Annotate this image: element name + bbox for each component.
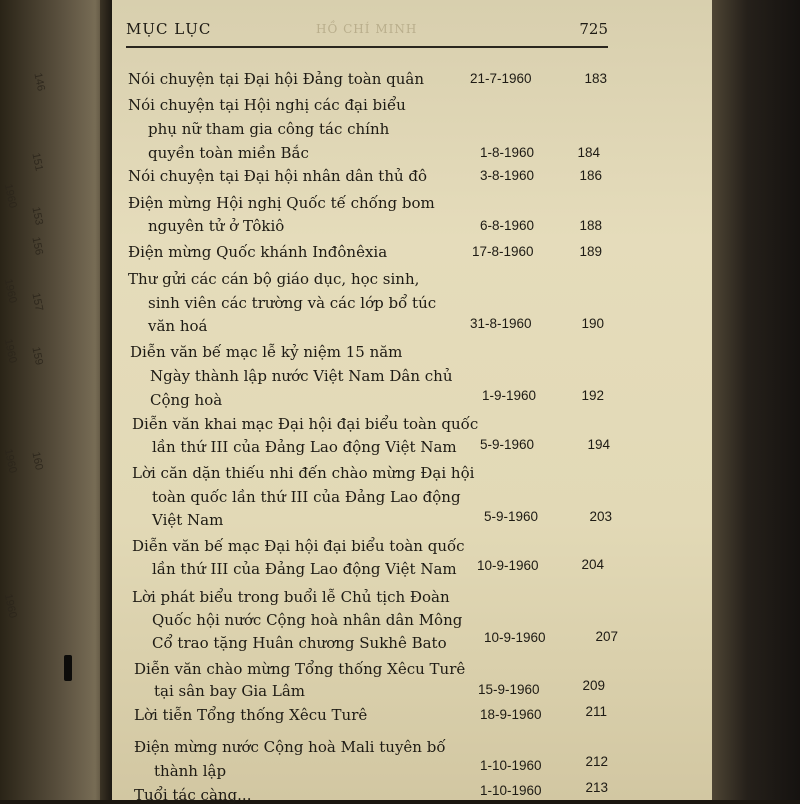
left-page-number: 159 (29, 345, 45, 367)
entry-page: 203 (589, 509, 612, 524)
entry-title: nguyên tử ở Tôkiô (148, 217, 285, 235)
facing-left-page (0, 0, 112, 800)
entry-page: 194 (587, 437, 610, 452)
entry-title: thành lập (154, 762, 227, 780)
entry-page: 184 (577, 145, 600, 160)
entry-title: Điện mừng Quốc khánh Inđônêxia (128, 243, 388, 261)
entry-title: Nói chuyện tại Hội nghị các đại biểu (128, 96, 406, 114)
entry-title: phụ nữ tham gia công tác chính (148, 120, 390, 138)
entry-title: Diễn văn khai mạc Đại hội đại biểu toàn quốc (132, 415, 479, 433)
entry-title: văn hoá (148, 317, 208, 335)
entry-date: 21-7-1960 (470, 71, 532, 86)
entry-page: 188 (579, 218, 602, 233)
entry-date: 10-9-1960 (477, 558, 539, 573)
entry-title: toàn quốc lần thứ III của Đảng Lao động (152, 488, 461, 506)
page-edge-shadow (712, 0, 800, 800)
entry-date: 5-9-1960 (480, 437, 535, 452)
table-of-contents-page (112, 0, 712, 804)
page-number: 725 (579, 20, 608, 38)
entry-title: Điện mừng Hội nghị Quốc tế chống bom (128, 194, 435, 212)
entry-date: 6-8-1960 (480, 218, 535, 233)
entry-title: Diễn văn bế mạc lễ kỷ niệm 15 năm (130, 343, 403, 361)
entry-date: 3-8-1960 (480, 168, 535, 183)
left-page-number: 151 (29, 151, 45, 173)
entry-page: 192 (581, 388, 604, 403)
entry-page: 213 (585, 780, 608, 795)
entry-title: Việt Nam (152, 511, 224, 529)
entry-title: lần thứ III của Đảng Lao động Việt Nam (152, 438, 457, 456)
left-page-number: 1960 (1, 447, 19, 475)
entry-title: Cộng hoà (150, 391, 223, 409)
entry-title: Tuổi tác càng... (134, 786, 252, 804)
left-page-number: 1960 (1, 337, 19, 365)
entry-page: 183 (584, 71, 607, 86)
entry-date: 17-8-1960 (472, 244, 534, 259)
entry-title: sinh viên các trường và các lớp bổ túc (148, 294, 437, 312)
left-page-number: 1960 (1, 182, 19, 210)
entry-page: 186 (579, 168, 602, 183)
toc-list (112, 0, 712, 804)
entry-page: 212 (585, 754, 608, 769)
entry-date: 1-10-1960 (480, 758, 542, 773)
entry-date: 5-9-1960 (484, 509, 539, 524)
entry-page: 204 (581, 557, 604, 572)
left-page-number: 157 (29, 291, 45, 313)
page-title: MỤC LỤC (126, 20, 212, 38)
entry-title: quyền toàn miền Bắc (148, 144, 309, 162)
left-page-number: 146 (31, 71, 47, 93)
entry-date: 1-10-1960 (480, 783, 542, 798)
entry-date: 1-9-1960 (482, 388, 537, 403)
left-page-number: 156 (29, 235, 45, 257)
entry-title: lần thứ III của Đảng Lao động Việt Nam (152, 560, 457, 578)
entry-title: Lời tiễn Tổng thống Xêcu Turê (134, 706, 368, 724)
entry-title: Diễn văn bế mạc Đại hội đại biểu toàn quốc (132, 537, 465, 555)
entry-title: tại sân bay Gia Lâm (154, 682, 306, 700)
entry-page: 211 (585, 704, 607, 719)
entry-title: Quốc hội nước Cộng hoà nhân dân Mông (152, 611, 463, 629)
entry-title: Ngày thành lập nước Việt Nam Dân chủ (150, 367, 453, 385)
entry-date: 18-9-1960 (480, 707, 542, 722)
entry-title: Thư gửi các cán bộ giáo dục, học sinh, (128, 270, 420, 288)
left-page-number: 160 (29, 450, 45, 472)
entry-date: 31-8-1960 (470, 316, 532, 331)
entry-page: 190 (581, 316, 604, 331)
entry-date: 1-8-1960 (480, 145, 535, 160)
entry-page: 209 (582, 678, 605, 693)
entry-date: 15-9-1960 (478, 682, 540, 697)
entry-page: 207 (595, 629, 618, 644)
left-page-number: 153 (29, 205, 45, 227)
bleed-through-header: HỒ CHÍ MINH (316, 22, 418, 36)
left-page-number: 1960 (1, 277, 19, 305)
page-tab-mark (64, 655, 72, 681)
left-page-number: 1960 (1, 592, 19, 620)
entry-title: Lời phát biểu trong buổi lễ Chủ tịch Đoàn (132, 588, 450, 606)
entry-title: Cổ trao tặng Huân chương Sukhê Bato (152, 634, 447, 652)
entry-title: Nói chuyện tại Đại hội Đảng toàn quân (128, 70, 425, 88)
entry-page: 189 (579, 244, 602, 259)
entry-title: Nói chuyện tại Đại hội nhân dân thủ đô (128, 167, 428, 185)
entry-title: Lời căn dặn thiếu nhi đến chào mừng Đại hội (132, 464, 475, 482)
entry-title: Diễn văn chào mừng Tổng thống Xêcu Turê (134, 660, 466, 678)
entry-date: 10-9-1960 (484, 630, 546, 645)
entry-title: Điện mừng nước Cộng hoà Mali tuyên bố (134, 738, 446, 756)
